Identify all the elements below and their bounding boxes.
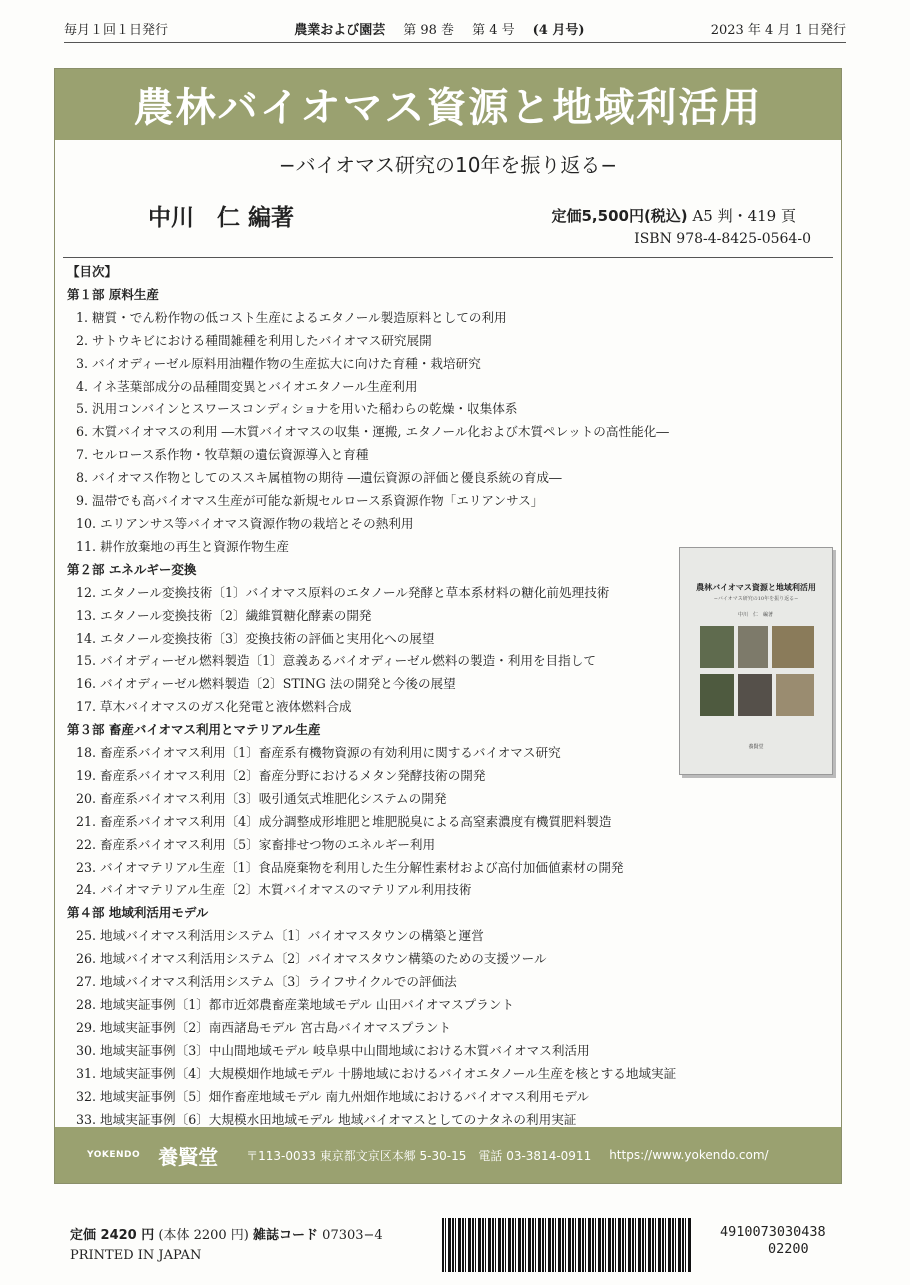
toc-item: 23. バイオマテリアル生産〔1〕食品廃棄物を利用した生分解性素材および高付加価値素材の開発 bbox=[76, 859, 624, 875]
magazine-code-label: 雑誌コード bbox=[253, 1228, 319, 1243]
journal-name: 農業および園芸 bbox=[294, 22, 386, 38]
toc-item: 33. 地域実証事例〔6〕大規模水田地域モデル 地域バイオマスとしてのナタネの利用実証 bbox=[76, 1111, 577, 1127]
price-label: 定価5,500円(税込) bbox=[551, 207, 688, 225]
cover-photo bbox=[772, 626, 814, 668]
publisher-band bbox=[55, 1127, 841, 1183]
toc-item: 20. 畜産系バイオマス利用〔3〕吸引通気式堆肥化システムの開発 bbox=[76, 790, 447, 806]
cover-photo bbox=[700, 626, 734, 668]
publisher-logo: YOKENDO bbox=[87, 1150, 141, 1160]
toc-item: 10. エリアンサス等バイオマス資源作物の栽培とその熱利用 bbox=[76, 515, 414, 531]
isbn: ISBN 978-4-8425-0564-0 bbox=[634, 231, 811, 247]
printed-in: PRINTED IN JAPAN bbox=[70, 1248, 202, 1263]
cover-photo bbox=[700, 674, 734, 716]
toc-item: 19. 畜産系バイオマス利用〔2〕畜産分野におけるメタン発酵技術の開発 bbox=[76, 767, 486, 783]
price-note: (本体 2200 円) bbox=[158, 1228, 249, 1243]
toc-item: 17. 草木バイオマスのガス化発電と液体燃料合成 bbox=[76, 699, 352, 715]
cover-photo bbox=[738, 626, 768, 668]
toc-item: 15. バイオディーゼル燃料製造〔1〕意義あるバイオディーゼル燃料の製造・利用を目指して bbox=[76, 653, 596, 669]
cover-subtitle: −バイオマス研究の10年を振り返る− bbox=[713, 596, 799, 602]
publisher-address: 〒113-0033 東京都文京区本郷 5-30-15 bbox=[246, 1148, 467, 1163]
volume: 第 98 巻 bbox=[403, 22, 455, 38]
barcode bbox=[442, 1218, 692, 1272]
cover-title: 農林バイオマス資源と地域利活用 bbox=[696, 583, 816, 592]
toc-item: 31. 地域実証事例〔4〕大規模畑作地域モデル 十勝地域におけるバイオエタノール生産を核とする地域実証 bbox=[76, 1065, 677, 1081]
colophon bbox=[70, 1226, 383, 1266]
issue-frequency: 毎月１回１日発行 bbox=[64, 22, 169, 38]
toc-section-heading: 第４部 地域利活用モデル bbox=[67, 905, 209, 921]
toc-item: 1. 糖質・でん粉作物の低コスト生産によるエタノール製造原料としての利用 bbox=[76, 309, 507, 325]
toc-section-heading: 第１部 原料生産 bbox=[67, 286, 159, 302]
toc-item: 13. エタノール変換技術〔2〕繊維質糖化酵素の開発 bbox=[76, 607, 372, 623]
divider bbox=[63, 257, 833, 258]
cover-editor: 中川 仁 編著 bbox=[738, 612, 774, 618]
toc-section-heading: 第３部 畜産バイオマス利用とマテリアル生産 bbox=[67, 722, 321, 738]
toc-item: 28. 地域実証事例〔1〕都市近郊農畜産業地域モデル 山田バイオマスプラント bbox=[76, 997, 515, 1012]
toc-item: 16. バイオディーゼル燃料製造〔2〕STING 法の開発と今後の展望 bbox=[76, 676, 456, 692]
issue-date: 2023 年 4 月 1 日発行 bbox=[710, 22, 846, 38]
publisher-url[interactable]: https://www.yokendo.com/ bbox=[609, 1148, 769, 1162]
toc-item: 30. 地域実証事例〔3〕中山間地域モデル 岐阜県中山間地域における木質バイオマス利活用 bbox=[76, 1042, 590, 1058]
barcode-number: 4910073030438 bbox=[720, 1224, 826, 1240]
toc-item: 12. エタノール変換技術〔1〕バイオマス原料のエタノール発酵と草本系材料の糖化前処理技術 bbox=[76, 584, 610, 600]
book-cover-image bbox=[679, 547, 833, 775]
cover-photo bbox=[738, 674, 772, 716]
toc-item: 21. 畜産系バイオマス利用〔4〕成分調整成形堆肥と堆肥脱臭による高窒素濃度有機質肥料製造 bbox=[76, 813, 612, 829]
barcode-numbers bbox=[720, 1224, 826, 1258]
toc-item: 27. 地域バイオマス利活用システム〔3〕ライフサイクルでの評価法 bbox=[76, 974, 457, 990]
toc-item: 18. 畜産系バイオマス利用〔1〕畜産系有機物資源の有効利用に関するバイオマス研究 bbox=[76, 745, 561, 761]
book-editor: 中川 仁 編著 bbox=[148, 205, 295, 231]
toc-item: 11. 耕作放棄地の再生と資源作物生産 bbox=[76, 538, 289, 554]
toc-item: 9. 温帯でも高バイオマス生産が可能な新規セルロース系資源作物「エリアンサス」 bbox=[76, 493, 544, 509]
toc-section-heading: 第２部 エネルギー変換 bbox=[67, 561, 197, 577]
toc-item: 29. 地域実証事例〔2〕南西諸島モデル 宮古島バイオマスプラント bbox=[76, 1019, 452, 1035]
barcode-suffix: 02200 bbox=[768, 1241, 809, 1257]
toc-item: 3. バイオディーゼル原料用油糧作物の生産拡大に向けた育種・栽培研究 bbox=[76, 355, 481, 371]
issue-info bbox=[294, 19, 584, 38]
toc-item: 2. サトウキビにおける種間雑種を利用したバイオマス研究展開 bbox=[76, 332, 432, 348]
title-band bbox=[55, 69, 841, 140]
toc-item: 25. 地域バイオマス利活用システム〔1〕バイオマスタウンの構築と運営 bbox=[76, 928, 484, 944]
toc-item: 5. 汎用コンバインとスワースコンディショナを用いた稲わらの乾燥・収集体系 bbox=[76, 401, 518, 417]
cover-photo bbox=[776, 674, 814, 716]
book-advertisement bbox=[54, 68, 842, 1184]
toc-item: 6. 木質バイオマスの利用 ―木質バイオマスの収集・運搬, エタノール化および木質ペレットの高性能化― bbox=[76, 424, 669, 440]
magazine-code: 07303−4 bbox=[322, 1228, 383, 1243]
book-format: A5 判・419 頁 bbox=[692, 207, 796, 225]
toc-section-heading: 【目次】 bbox=[67, 264, 118, 279]
toc-item: 7. セルロース系作物・牧草類の遺伝資源導入と育種 bbox=[76, 447, 369, 463]
issue-month: (4 月号) bbox=[532, 22, 585, 38]
publisher-name: 養賢堂 bbox=[158, 1144, 219, 1169]
toc-item: 32. 地域実証事例〔5〕畑作畜産地域モデル 南九州畑作地域におけるバイオマス利用モデル bbox=[76, 1088, 589, 1104]
publisher-phone: 電話 03-3814-0911 bbox=[478, 1148, 592, 1163]
magazine-price: 定価 2420 円 bbox=[70, 1228, 155, 1243]
toc-item: 8. バイオマス作物としてのススキ属植物の期待 ―遺伝資源の評価と優良系統の育成― bbox=[76, 470, 562, 486]
issue-header bbox=[64, 14, 846, 43]
toc-item: 4. イネ茎葉部成分の品種間変異とバイオエタノール生産利用 bbox=[76, 378, 418, 394]
toc-item: 24. バイオマテリアル生産〔2〕木質バイオマスのマテリアル利用技術 bbox=[76, 882, 472, 898]
toc-item: 22. 畜産系バイオマス利用〔5〕家畜排せつ物のエネルギー利用 bbox=[76, 836, 436, 852]
book-price bbox=[552, 205, 797, 226]
issue-number: 第 4 号 bbox=[472, 22, 515, 38]
book-title: 農林バイオマス資源と地域利活用 bbox=[133, 84, 763, 131]
cover-publisher: 養賢堂 bbox=[748, 744, 764, 750]
book-subtitle: −バイオマス研究の10年を振り返る− bbox=[278, 153, 618, 177]
toc-item: 26. 地域バイオマス利活用システム〔2〕バイオマスタウン構築のための支援ツール bbox=[76, 951, 547, 967]
toc-item: 14. エタノール変換技術〔3〕変換技術の評価と実用化への展望 bbox=[76, 630, 435, 646]
